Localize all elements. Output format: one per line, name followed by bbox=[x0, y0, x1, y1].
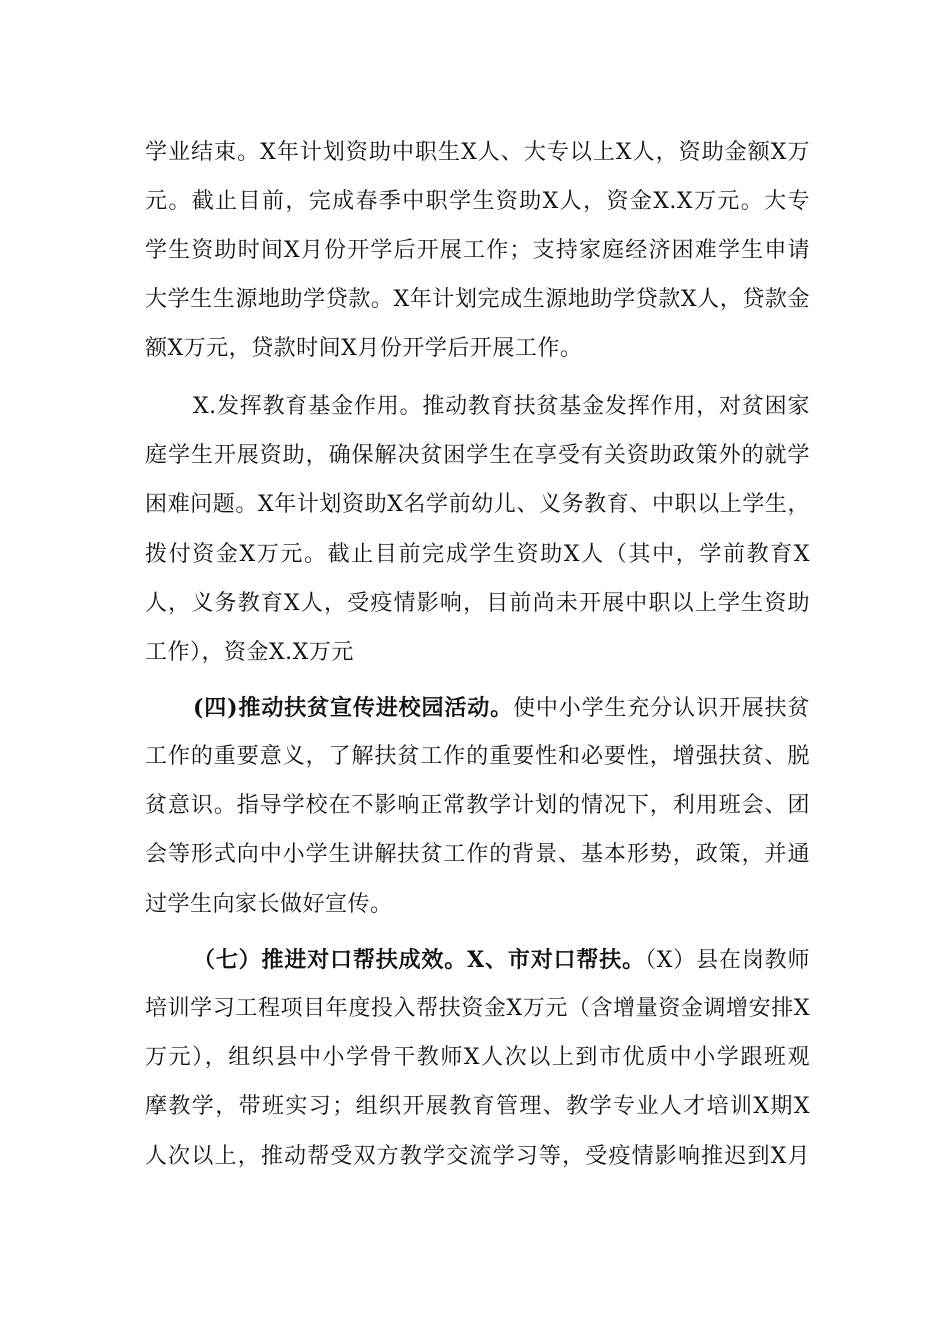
paragraph-line: 工作的重要意义，了解扶贫工作的重要性和必要性，增强扶贫、脱 bbox=[145, 744, 810, 769]
paragraph-line: 贫意识。指导学校在不影响正常教学计划的情况下，利用班会、团 bbox=[145, 793, 810, 818]
section-heading-line bbox=[193, 693, 810, 723]
paragraph-line: 人次以上，推动帮受双方教学交流学习等，受疫情影响推迟到X月 bbox=[145, 1144, 810, 1169]
paragraph-line: 工作），资金X.X万元 bbox=[145, 640, 354, 665]
paragraph-line: 学业结束。X年计划资助中职生X人、大专以上X人，资助金额X万 bbox=[145, 140, 810, 165]
paragraph-line: 万元），组织县中小学骨干教师X人次以上到市优质中小学跟班观 bbox=[145, 1045, 810, 1070]
paragraph-line: 庭学生开展资助，确保解决贫困学生在享受有关资助政策外的就学 bbox=[145, 443, 810, 468]
paragraph-line: 培训学习工程项目年度投入帮扶资金X万元（含增量资金调增安排X bbox=[145, 996, 810, 1021]
section-heading-line bbox=[193, 945, 810, 975]
paragraph-line: 会等形式向中小学生讲解扶贫工作的背景、基本形势，政策，并通 bbox=[145, 842, 810, 867]
paragraph-line: 元。截止目前，完成春季中职学生资助X人，资金X.X万元。大专 bbox=[145, 189, 810, 214]
paragraph-line: 额X万元，贷款时间X月份开学后开展工作。 bbox=[145, 336, 583, 361]
paragraph-line: 摩教学，带班实习；组织开展教育管理、教学专业人才培训X期X bbox=[145, 1094, 810, 1119]
section-heading: （七）推进对口帮扶成效。X、市对口帮扶。 bbox=[193, 947, 645, 973]
paragraph-line: 过学生向家长做好宣传。 bbox=[145, 892, 393, 917]
paragraph-line: X.发挥教育基金作用。推动教育扶贫基金发挥作用，对贫困家 bbox=[193, 394, 810, 419]
paragraph-line: 人，义务教育X人，受疫情影响，目前尚未开展中职以上学生资助 bbox=[145, 591, 810, 616]
section-heading: (四)推动扶贫宣传进校园活动。 bbox=[193, 695, 513, 721]
paragraph-text: 使中小学生充分认识开展扶贫 bbox=[512, 696, 810, 721]
paragraph-line: 学生资助时间X月份开学后开展工作；支持家庭经济困难学生申请 bbox=[145, 238, 810, 263]
paragraph-line: 拨付资金X万元。截止目前完成学生资助X人（其中，学前教育X bbox=[145, 542, 810, 567]
paragraph-line: 大学生生源地助学贷款。X年计划完成生源地助学贷款X人，贷款金 bbox=[145, 287, 810, 312]
paragraph-line: 困难问题。X年计划资助X名学前幼儿、义务教育、中职以上学生， bbox=[145, 492, 810, 517]
paragraph-text: （X）县在岗教师 bbox=[644, 948, 810, 973]
